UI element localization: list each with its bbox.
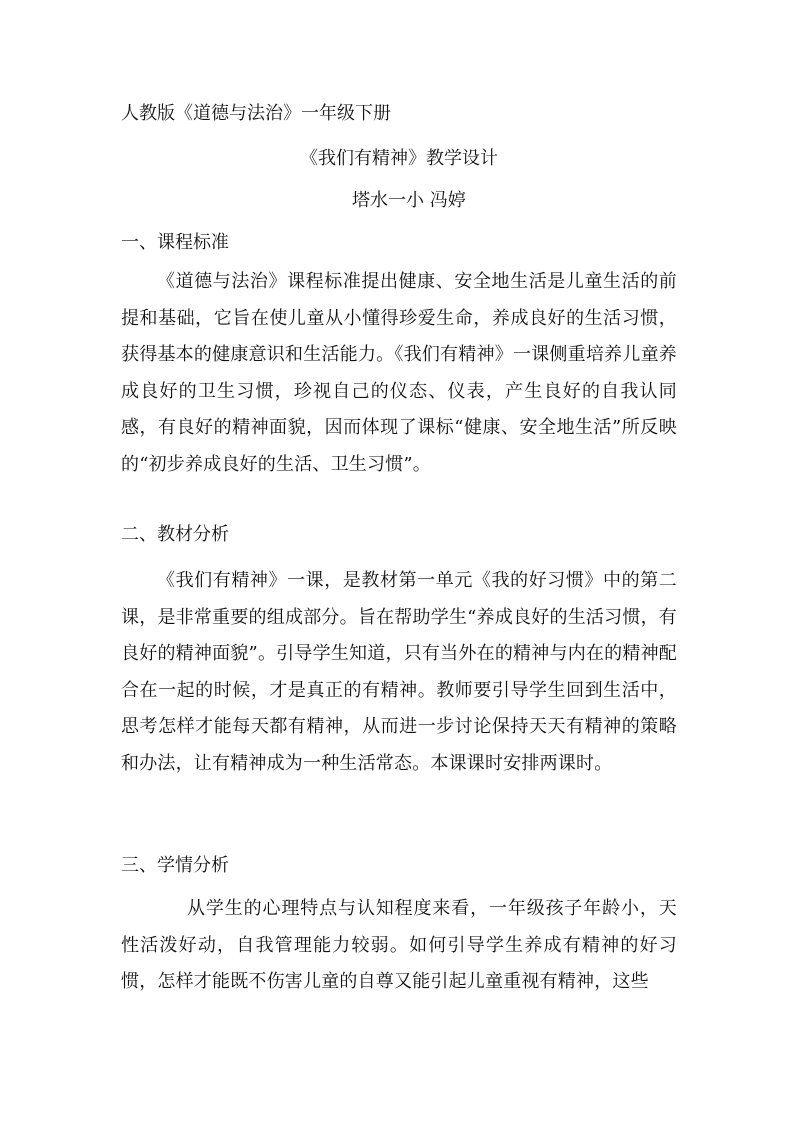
document-title: 人教版《道德与法治》一年级下册 — [121, 103, 391, 124]
section-heading-curriculum-standard: 一、课程标准 — [121, 232, 229, 253]
section-paragraph-curriculum-standard: 《道德与法治》课程标准提出健康、安全地生活是儿童生活的前提和基础，它旨在使儿童从小懂得珍爱生命，养成良好的生活习惯，获得基本的健康意识和生活能力。《我们有精神》一课侧重培养儿童养成良好的卫生习惯，珍视自己的仪态、仪表，产生良好的自我认同感，有良好的精神面貌，因而体现了课标“健康、安全地生活”所反映的“初步养成良好的生活、卫生习惯”。 — [121, 271, 677, 475]
author-line: 塔水一小 冯婷 — [352, 190, 466, 211]
section-heading-textbook-analysis: 二、教材分析 — [121, 524, 229, 545]
section-heading-learner-analysis: 三、学情分析 — [121, 855, 229, 876]
section-paragraph-textbook-analysis: 《我们有精神》一课，是教材第一单元《我的好习惯》中的第二课，是非常重要的组成部分。旨在帮助学生“养成良好的生活习惯，有良好的精神面貌”。引导学生知道，只有当外在的精神与内在的精神配合在一起的时候，才是真正的有精神。教师要引导学生回到生活中，思考怎样才能每天都有精神，从而进一步讨论保持天天有精神的策略和办法，让有精神成为一种生活常态。本课课时安排两课时。 — [121, 570, 677, 774]
lesson-title: 《我们有精神》教学设计 — [300, 148, 498, 169]
section-paragraph-learner-analysis: 从学生的心理特点与认知程度来看，一年级孩子年龄小，天性活泼好动，自我管理能力较弱。如何引导学生养成有精神的好习惯，怎样才能既不伤害儿童的自尊又能引起儿童重视有精神，这些 — [121, 898, 677, 992]
